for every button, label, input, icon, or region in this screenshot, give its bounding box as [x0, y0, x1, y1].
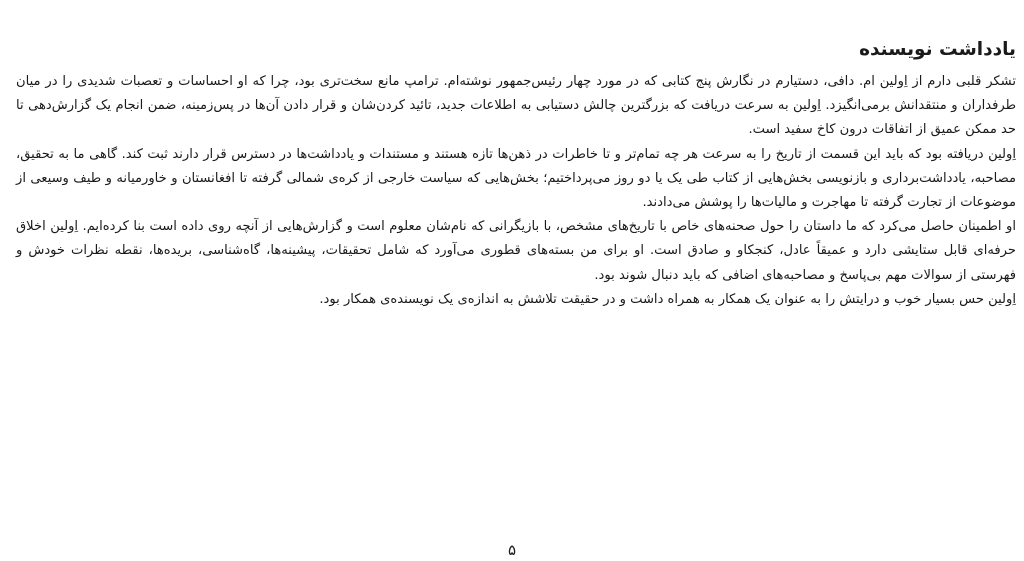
paragraph-3: او اطمینان حاصل می‌کرد که ما داستان را حول صحنه‌های خاص با تاریخ‌های مشخص، با بازیگرانی که نام‌شان معلوم است و گزارش‌هایی از آنچه روی داده است بنا کرده‌ایم. اِولین اخلاق حرفه‌ای قابل ستایشی دارد و عمیقاً عادل، کنجکاو و صادق است. او برای من بسته‌های قطوری می‌آورد که شامل تحقیقات، پیشینه‌ها، گاه‌شناسی، بریده‌ها، نقطه نظرات خودش و فهرستی از سوالات مهم بی‌پاسخ و مصاحبه‌های اضافی که باید دنبال شوند بود. — [16, 219, 1016, 283]
paragraph-2: اِولین دریافته بود که باید این قسمت از تاریخ را به سرعت هر چه تمام‌تر و تا خاطرات در ذهن‌ها تازه هستند و مستندات و یادداشت‌ها در دسترس قرار دارند ثبت کند. گاهی ما به تحقیق، مصاحبه، یادداشت‌برداری و بازنویسی بخش‌هایی از کتاب طی یک یا دو روز می‌پرداختیم؛ بخش‌هایی که سیاست خارجی از کره‌ی شمالی گرفته تا افغانستان و خاورمیانه و طیف وسیعی از موضوعات از تجارت گرفته تا مهاجرت و مالیات‌ها را پوشش می‌دادند. — [16, 146, 1016, 211]
page-content — [16, 36, 1016, 312]
page-title: یادداشت نویسنده — [859, 39, 1016, 60]
page-number: ۵ — [507, 541, 517, 559]
paragraph-1: تشکر قلبی دارم از اِولین ام. دافی، دستیارم در نگارش پنج کتابی که در مورد چهار رئیس‌جمهور نوشته‌ام. ترامپ مانع سخت‌تری بود، چرا که او احساسات و تعصبات شدیدی را در میان طرفداران و منتقدانش برمی‌انگیزد. اِولین به سرعت دریافت که بزرگترین چالش دستیابی به اطلاعات جدید، تائید کردن‌شان و قرار دادن آن‌ها در پس‌زمینه، ضمن انجام یک گزارش‌دهی تا حد ممکن عمیق از اتفاقات درون کاخ سفید است. — [16, 74, 1016, 138]
paragraph-4: اِولین حس بسیار خوب و درایتش را به عنوان یک همکار به همراه داشت و در حقیقت تلاشش به اندازه‌ی یک نویسنده‌ی همکار بود. — [319, 291, 1016, 307]
